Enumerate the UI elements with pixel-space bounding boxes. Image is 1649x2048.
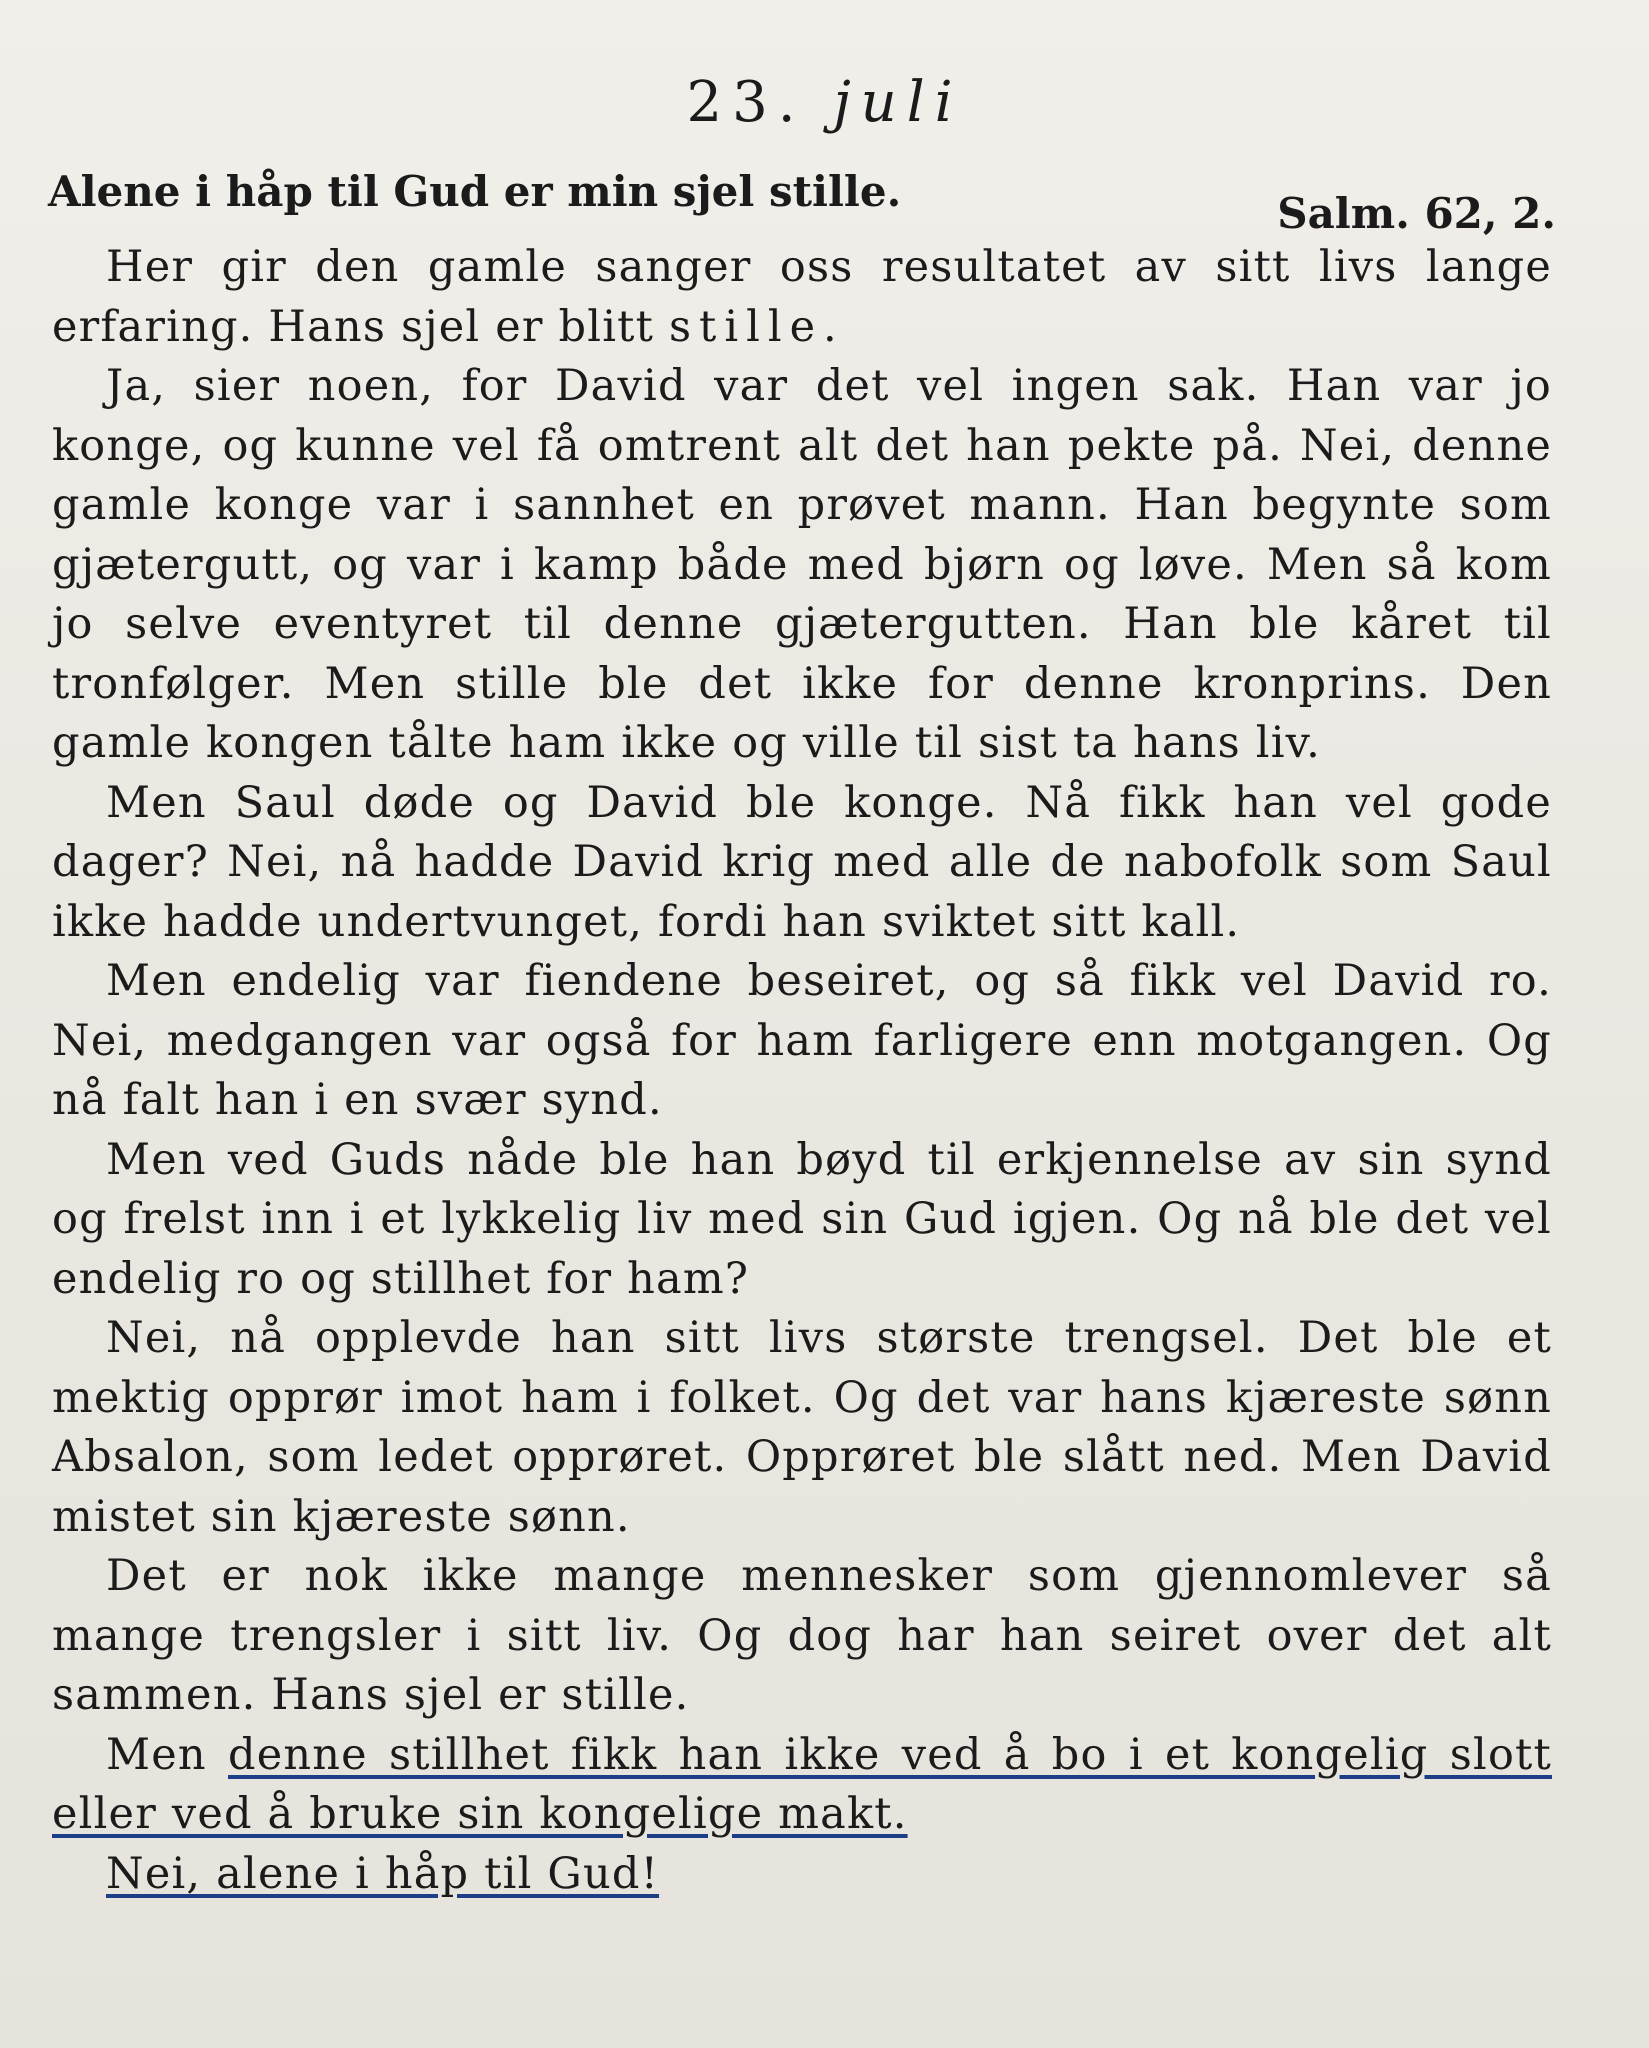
underlined-passage: denne stillhet fikk han ikke ved å bo i et kongelig slott eller ved å bruke sin kongelige makt. xyxy=(52,1729,1552,1839)
paragraph-7: Det er nok ikke mange mennesker som gjennomlever så mange trengsler i sitt liv. Og dog har han seiret over det alt sammen. Hans sjel er stille. xyxy=(52,1551,1552,1720)
paragraph-5: Men ved Guds nåde ble han bøyd til erkjennelse av sin synd og frelst inn i et lykkelig liv med sin Gud igjen. Og nå ble det vel endelig ro og stillhet for ham? xyxy=(52,1134,1552,1304)
paragraph-1-text: Her gir den gamle sanger oss resultatet av sitt livs lange erfaring. Hans sjel er blitt xyxy=(52,242,1552,352)
page-date-heading xyxy=(0,70,1649,135)
paragraph-closing xyxy=(52,1726,1552,1845)
emphasis-word: stille xyxy=(668,301,824,352)
final-line: Nei, alene i håp til Gud! xyxy=(106,1848,660,1899)
date-day: 23. xyxy=(686,70,806,135)
paragraph-1-end: . xyxy=(823,301,838,352)
scripture-verse xyxy=(48,162,1556,238)
closing-lead: Men xyxy=(106,1729,228,1780)
paragraph-4: Men endelig var fiendene beseiret, og så fikk vel David ro. Nei, medgangen var også for ham farligere enn motgangen. Og nå falt han i en svær synd. xyxy=(52,956,1552,1125)
paragraph-2: Ja, sier noen, for David var det vel ingen sak. Han var jo konge, og kunne vel få omtrent alt det han pekte på. Nei, denne gamle konge var i sannhet en prøvet mann. Han begynte som gjætergutt, og var i kamp både med bjørn og løve. Men så kom jo selve eventyret til denne gjætergutten. Han ble kåret til tronfølger. Men stille ble det ikke for denne kronprins. Den gamle kongen tålte ham ikke og ville til sist ta hans liv. xyxy=(52,361,1552,768)
paragraph-1 xyxy=(52,238,1552,357)
verse-text: Alene i håp til Gud er min sjel stille. xyxy=(48,167,902,216)
devotional-body xyxy=(52,238,1552,1904)
date-month: juli xyxy=(833,70,963,135)
verse-reference: Salm. 62, 2. xyxy=(1277,189,1556,238)
paragraph-3: Men Saul døde og David ble konge. Nå fikk han vel gode dager? Nei, nå hadde David krig med alle de nabofolk som Saul ikke hadde undertvunget, fordi han sviktet sitt kall. xyxy=(52,777,1552,947)
paragraph-final xyxy=(52,1845,1552,1905)
paragraph-6: Nei, nå opplevde han sitt livs største trengsel. Det ble et mektig opprør imot ham i folket. Og det var hans kjæreste sønn Absalon, som ledet opprøret. Opprøret ble slått ned. Men David mistet sin kjæreste sønn. xyxy=(52,1313,1552,1542)
